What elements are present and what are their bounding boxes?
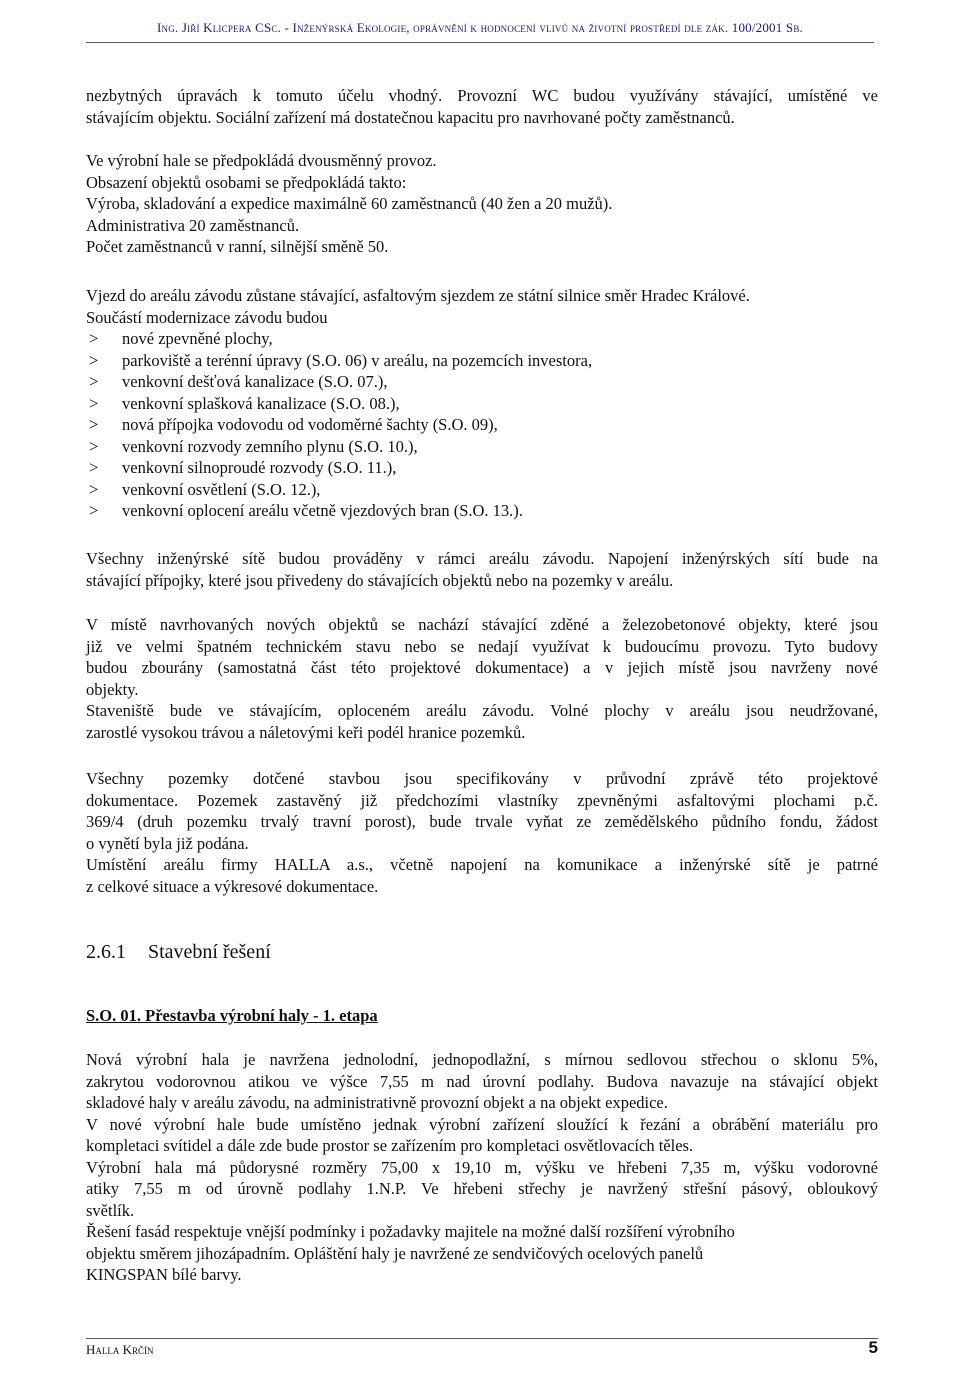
text-line: Všechny inženýrské sítě budou prováděny v rámci areálu závodu. Napojení inženýrských sítí bude na bbox=[86, 549, 878, 568]
list-item-text: venkovní osvětlení (S.O. 12.), bbox=[122, 479, 321, 499]
paragraph-hall-description bbox=[86, 1049, 878, 1286]
list-item bbox=[86, 479, 878, 501]
list-item bbox=[86, 436, 878, 458]
text-line: Umístění areálu firmy HALLA a.s., včetně napojení na komunikace a inženýrské sítě je patrné bbox=[86, 855, 878, 874]
paragraph-existing-buildings bbox=[86, 614, 878, 743]
list-item-text: venkovní silnoproudé rozvody (S.O. 11.), bbox=[122, 458, 397, 477]
text-line: Řešení fasád respektuje vnější podmínky i požadavky majitele na možné další rozšíření výrobního bbox=[86, 1222, 735, 1241]
list-item bbox=[86, 350, 878, 372]
text-line: Všechny pozemky dotčené stavbou jsou specifikovány v průvodní zprávě této projektové bbox=[86, 769, 878, 788]
bullet-marker: > bbox=[89, 436, 99, 456]
modernization-list bbox=[86, 328, 878, 522]
list-item bbox=[86, 393, 878, 415]
text-line: zakrytou vodorovnou atikou ve výšce 7,55 m nad úrovní podlahy. Budova navazuje na stávající objekt bbox=[86, 1071, 878, 1091]
list-item-text: parkoviště a terénní úpravy (S.O. 06) v areálu, na pozemcích investora, bbox=[122, 350, 593, 370]
bullet-marker: > bbox=[89, 415, 99, 434]
bullet-marker: > bbox=[89, 393, 99, 413]
bullet-marker: > bbox=[89, 479, 99, 499]
list-item bbox=[86, 500, 878, 522]
text-line: objektu směrem jihozápadním. Opláštění haly je navržené ze sendvičových ocelových panelů bbox=[86, 1243, 704, 1263]
list-item-text: nové zpevněné plochy, bbox=[122, 329, 273, 348]
bullet-marker: > bbox=[89, 458, 99, 477]
text-line: Obsazení objektů osobami se předpokládá takto: bbox=[86, 172, 407, 192]
text-line: o vynětí byla již podána. bbox=[86, 833, 249, 853]
text-line: kompletaci svítidel a dále zde bude prostor se zařízením pro kompletaci osvětlovacích těles. bbox=[86, 1136, 694, 1155]
list-item-text: venkovní oplocení areálu včetně vjezdových bran (S.O. 13.). bbox=[122, 501, 523, 520]
list-item bbox=[86, 371, 878, 393]
paragraph-plots bbox=[86, 768, 878, 897]
list-item-text: venkovní splašková kanalizace (S.O. 08.), bbox=[122, 393, 400, 413]
text-line: Administrativa 20 zaměstnanců. bbox=[86, 215, 300, 235]
paragraph-sanitary bbox=[86, 85, 878, 128]
text-line: stávajícím objektu. Sociální zařízení má dostatečnou kapacitu pro navrhované počty zaměstnanců. bbox=[86, 107, 735, 127]
footer-company: Halla Krčín bbox=[86, 1342, 154, 1357]
text-line: z celkové situace a výkresové dokumentace. bbox=[86, 876, 379, 896]
text-line: KINGSPAN bílé barvy. bbox=[86, 1265, 242, 1284]
text-line: Počet zaměstnanců v ranní, silnější směně 50. bbox=[86, 237, 389, 256]
paragraph-occupancy bbox=[86, 150, 878, 258]
list-item bbox=[86, 457, 878, 479]
page-number: 5 bbox=[868, 1338, 878, 1357]
text-line: skladové haly v areálu závodu, na administrativně provozní objekt a na objekt expedice. bbox=[86, 1093, 668, 1112]
list-item bbox=[86, 328, 878, 350]
text-line: světlík. bbox=[86, 1200, 135, 1220]
text-line: budou zbourány (samostatná část této projektové dokumentace) a v jejich místě jsou navrženy nové bbox=[86, 658, 878, 677]
text-line: Součástí modernizace závodu budou bbox=[86, 307, 328, 327]
page-header: Ing. Jiří Klicpera CSc. - Inženýrská Ekologie, oprávnění k hodnocení vlivů na životní prostředí dle zák. 100/2001 Sb. bbox=[157, 20, 803, 35]
text-line: Ve výrobní hale se předpokládá dvousměnný provoz. bbox=[86, 151, 437, 170]
footer-rule bbox=[86, 1338, 878, 1339]
text-line: Staveniště bude ve stávajícím, oploceném areálu závodu. Volné plochy v areálu jsou neudržované, bbox=[86, 701, 878, 720]
text-line: nezbytných úpravách k tomuto účelu vhodný. Provozní WC budou využívány stávající, umístěné ve bbox=[86, 86, 878, 105]
section-number: 2.6.1 bbox=[86, 941, 126, 963]
text-line: dokumentace. Pozemek zastavěný již předchozími vlastníky zpevněnými asfaltovými plochami p.č. bbox=[86, 790, 878, 810]
section-heading bbox=[86, 941, 271, 964]
list-item bbox=[86, 414, 878, 436]
text-line: V nové výrobní hale bude umístěno jednak výrobní zařízení sloužící k řezání a obrábění materiálu pro bbox=[86, 1114, 878, 1134]
paragraph-utilities bbox=[86, 548, 878, 591]
text-line: Nová výrobní hala je navržena jednolodní, jednopodlažní, s mírnou sedlovou střechou o sklonu 5%, bbox=[86, 1050, 878, 1069]
text-line: atiky 7,55 m od úrovně podlahy 1.N.P. Ve hřebeni střechy je navržený střešní pásový, obloukový bbox=[86, 1179, 878, 1198]
text-line: 369/4 (druh pozemku trvalý travní porost), bude trvale vyňat ze zemědělského půdního fondu, žádost bbox=[86, 812, 878, 831]
text-line: V místě navrhovaných nových objektů se nachází stávající zděné a železobetonové objekty, které jsou bbox=[86, 615, 878, 634]
text-line: Výroba, skladování a expedice maximálně 60 zaměstnanců (40 žen a 20 mužů). bbox=[86, 194, 613, 213]
section-title: Stavební řešení bbox=[148, 941, 271, 963]
text-line: Vjezd do areálu závodu zůstane stávající, asfaltovým sjezdem ze státní silnice směr Hradec Králové. bbox=[86, 286, 750, 305]
text-line: již ve velmi špatném technickém stavu nebo se nedají využívat k budoucímu provozu. Tyto budovy bbox=[86, 636, 878, 656]
text-line: objekty. bbox=[86, 679, 139, 699]
header-rule bbox=[86, 42, 874, 43]
bullet-marker: > bbox=[89, 372, 99, 391]
list-item-text: venkovní dešťová kanalizace (S.O. 07.), bbox=[122, 372, 388, 391]
list-item-text: venkovní rozvody zemního plynu (S.O. 10.), bbox=[122, 436, 418, 456]
paragraph-modernization bbox=[86, 285, 878, 522]
text-line: Výrobní hala má půdorysné rozměry 75,00 x 19,10 m, výšku ve hřebeni 7,35 m, výšku vodorovné bbox=[86, 1157, 878, 1177]
text-line: zarostlé vysokou trávou a náletovými keři podél hranice pozemků. bbox=[86, 722, 526, 742]
bullet-marker: > bbox=[89, 350, 99, 370]
text-line: stávající přípojky, které jsou přivedeny do stávajících objektů nebo na pozemky v areálu. bbox=[86, 570, 674, 590]
subsection-heading: S.O. 01. Přestavba výrobní haly - 1. etapa bbox=[86, 1006, 378, 1025]
bullet-marker: > bbox=[89, 501, 99, 520]
list-item-text: nová přípojka vodovodu od vodoměrné šachty (S.O. 09), bbox=[122, 415, 498, 434]
bullet-marker: > bbox=[89, 329, 99, 348]
